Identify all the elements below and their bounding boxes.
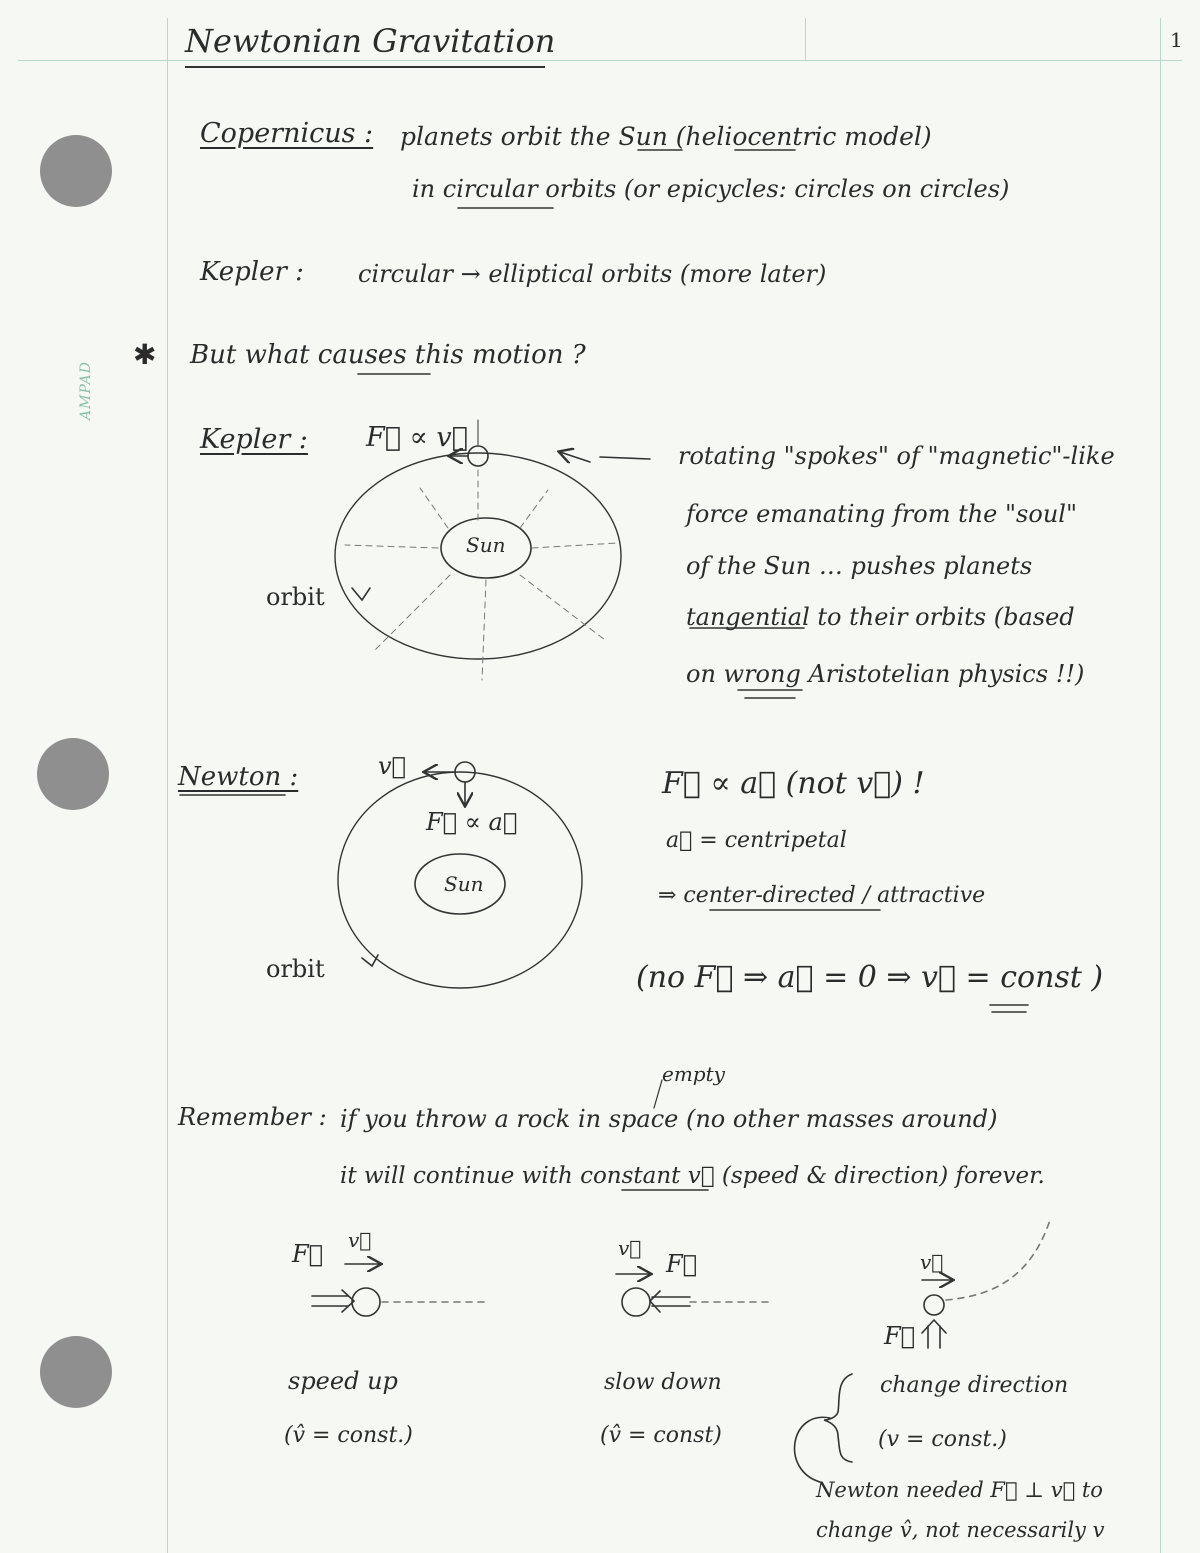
case-2-title: slow down (604, 1370, 722, 1395)
case-1-velocity-label: v⃗ (348, 1228, 372, 1252)
case-3-diagram (922, 1220, 1050, 1348)
kepler-note-5: on wrong Aristotelian physics !!) (686, 660, 1085, 688)
kepler-intro-text: circular → elliptical orbits (more later) (358, 260, 827, 288)
motion-question: But what causes this motion ? (190, 340, 586, 370)
kepler-note-2: force emanating from the "soul" (686, 500, 1077, 528)
copernicus-line-2: in circular orbits (or epicycles: circles on circles) (412, 175, 1010, 203)
kepler-note-4: tangential to their orbits (based (686, 603, 1075, 631)
case-1-title: speed up (288, 1367, 398, 1395)
case-1-diagram (312, 1264, 490, 1316)
newton-model-label: Newton : (178, 762, 299, 792)
footnote-line-1: Newton needed F⃗ ⊥ v⃗ to (816, 1478, 1103, 1502)
underline-wrong (738, 690, 802, 698)
footnote-connector (795, 1417, 830, 1482)
newton-velocity-label: v⃗ (378, 752, 406, 780)
kepler-sun-label: Sun (466, 533, 506, 557)
case-2-velocity-label: v⃗ (618, 1236, 642, 1260)
case-1-force-label: F⃗ (292, 1240, 324, 1268)
kepler-orbit-label: orbit (266, 583, 325, 611)
insert-caret (654, 1080, 662, 1108)
kepler-note-1: rotating "spokes" of "magnetic"-like (678, 442, 1115, 470)
newton-orbit-label: orbit (266, 955, 325, 983)
case-3-velocity-label: v⃗ (920, 1250, 944, 1274)
remember-line-2: it will continue with constant v⃗ (speed & direction) forever. (340, 1163, 1045, 1189)
remember-line-1: if you throw a rock in space (no other masses around) (340, 1105, 998, 1133)
kepler-model-label: Kepler : (200, 424, 308, 455)
newton-note-4: (no F⃗ ⇒ a⃗ = 0 ⇒ v⃗ = const ) (636, 960, 1104, 995)
newton-sun-circle (415, 854, 505, 914)
page-title: Newtonian Gravitation (185, 22, 545, 68)
copernicus-label: Copernicus : (200, 118, 374, 149)
case-2-diagram (616, 1274, 770, 1316)
newton-note-2: a⃗ = centripetal (666, 828, 847, 853)
kepler-note-3: of the Sun … pushes planets (686, 552, 1033, 580)
kepler-sun-circle (441, 518, 531, 578)
star-marker: ✱ (133, 338, 157, 371)
newton-orbit-diagram (338, 762, 582, 988)
remember-insert-word: empty (662, 1062, 725, 1086)
case-3-note: (v = const.) (878, 1427, 1007, 1452)
newton-note-3: ⇒ center-directed / attractive (658, 883, 986, 908)
kepler-force-formula: F⃗ ∝ v⃗ (366, 422, 468, 453)
case-1-note: (v̂ = const.) (284, 1423, 413, 1448)
newton-force-formula: F⃗ ∝ a⃗ (426, 808, 518, 836)
kepler-orbit-diagram (335, 420, 650, 680)
case-2-note: (v̂ = const) (600, 1423, 722, 1448)
kepler-planet (468, 446, 488, 466)
kepler-intro-label: Kepler : (200, 257, 304, 287)
underline-const (990, 1005, 1028, 1012)
footnote-line-2: change v̂, not necessarily v (816, 1518, 1105, 1542)
remember-label: Remember : (178, 1103, 327, 1131)
copernicus-line-1: planets orbit the Sun (heliocentric model) (400, 122, 932, 151)
paper-brand-stamp: AMPAD (78, 361, 94, 420)
case-3-title: change direction (880, 1373, 1069, 1398)
case-2-force-label: F⃗ (666, 1250, 698, 1278)
newton-sun-label: Sun (444, 872, 484, 896)
newton-note-1: F⃗ ∝ a⃗ (not v⃗) ! (662, 766, 925, 801)
case-3-force-label: F⃗ (884, 1322, 916, 1350)
page-number: 1 (1170, 28, 1183, 52)
